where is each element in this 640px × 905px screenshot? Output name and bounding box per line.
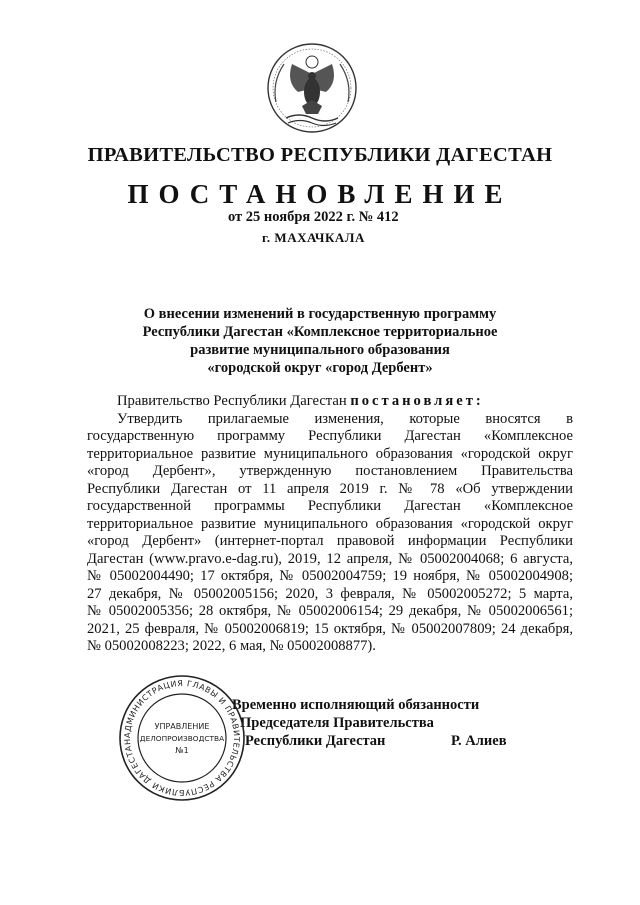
subject-line: развитие муниципального образования: [190, 342, 450, 358]
stamp-center-line: УПРАВЛЕНИЕ: [154, 722, 210, 731]
body-line: территориальное развитие муниципального образования «городской округ: [87, 446, 573, 462]
intro-prefix: Правительство Республики Дагестан: [117, 393, 347, 409]
intro-paragraph: [117, 393, 484, 410]
subject-line: Республики Дагестан «Комплексное территориальное: [142, 324, 498, 340]
subject-line: О внесении изменений в государственную программу: [143, 306, 497, 322]
stamp-ring-text: АДМИНИСТРАЦИЯ ГЛАВЫ И ПРАВИТЕЛЬСТВА РЕСПУБЛИКИ ДАГЕСТАН: [122, 678, 242, 798]
signature-title-line: Временно исполняющий обязанности: [232, 697, 480, 713]
body-line: «город Дербент» (интернет-портал правовой информации Республики: [87, 533, 573, 549]
body-line: территориальное развитие муниципального образования «городской округ: [87, 516, 573, 532]
body-line: 27 декабря, № 05002005156; 2020, 3 февраля, № 05002005272; 5 марта,: [87, 586, 573, 602]
document-city: г. МАХАЧКАЛА: [262, 230, 365, 245]
document-type-title: ПОСТАНОВЛЕНИЕ: [127, 179, 513, 209]
coat-of-arms-emblem: [262, 42, 362, 134]
official-stamp-seal: [117, 673, 247, 803]
signature-title-line: Председателя Правительства: [240, 715, 434, 731]
body-line: № 05002004490; 17 октября, № 05002004759; 19 ноября, № 05002004908;: [87, 568, 573, 584]
intro-keyword: постановляет:: [350, 393, 484, 409]
body-line: Утвердить прилагаемые изменения, которые вносятся в: [117, 411, 573, 427]
body-line: государственной программы Республики Дагестан «Комплексное: [87, 498, 573, 514]
subject-line: «городской округ «город Дербент»: [207, 360, 433, 376]
government-title: ПРАВИТЕЛЬСТВО РЕСПУБЛИКИ ДАГЕСТАН: [87, 144, 553, 166]
body-line: № 05002005356; 28 октября, № 05002006154; 29 декабря, № 05002006561;: [87, 603, 573, 619]
signature-title-line: Республики Дагестан: [245, 733, 386, 749]
stamp-center-line: ДЕЛОПРОИЗВОДСТВА: [139, 734, 225, 743]
signatory-name: Р. Алиев: [451, 733, 507, 749]
body-line: «город Дербент», утвержденную постановлением Правительства: [87, 463, 573, 479]
body-line: государственную программу Республики Дагестан «Комплексное: [87, 428, 573, 444]
stamp-center-line: №1: [175, 746, 189, 755]
document-date-number: от 25 ноября 2022 г. № 412: [228, 209, 399, 225]
body-line: Дагестан (www.pravo.e-dag.ru), 2019, 12 апреля, № 05002004068; 6 августа,: [87, 551, 573, 567]
body-line: № 05002008223; 2022, 6 мая, № 05002008877).: [87, 638, 376, 654]
body-line: Республики Дагестан от 11 апреля 2019 г. № 78 «Об утверждении: [87, 481, 573, 497]
body-line: 2021, 25 февраля, № 05002006819; 15 октября, № 05002007809; 24 декабря,: [87, 621, 573, 637]
